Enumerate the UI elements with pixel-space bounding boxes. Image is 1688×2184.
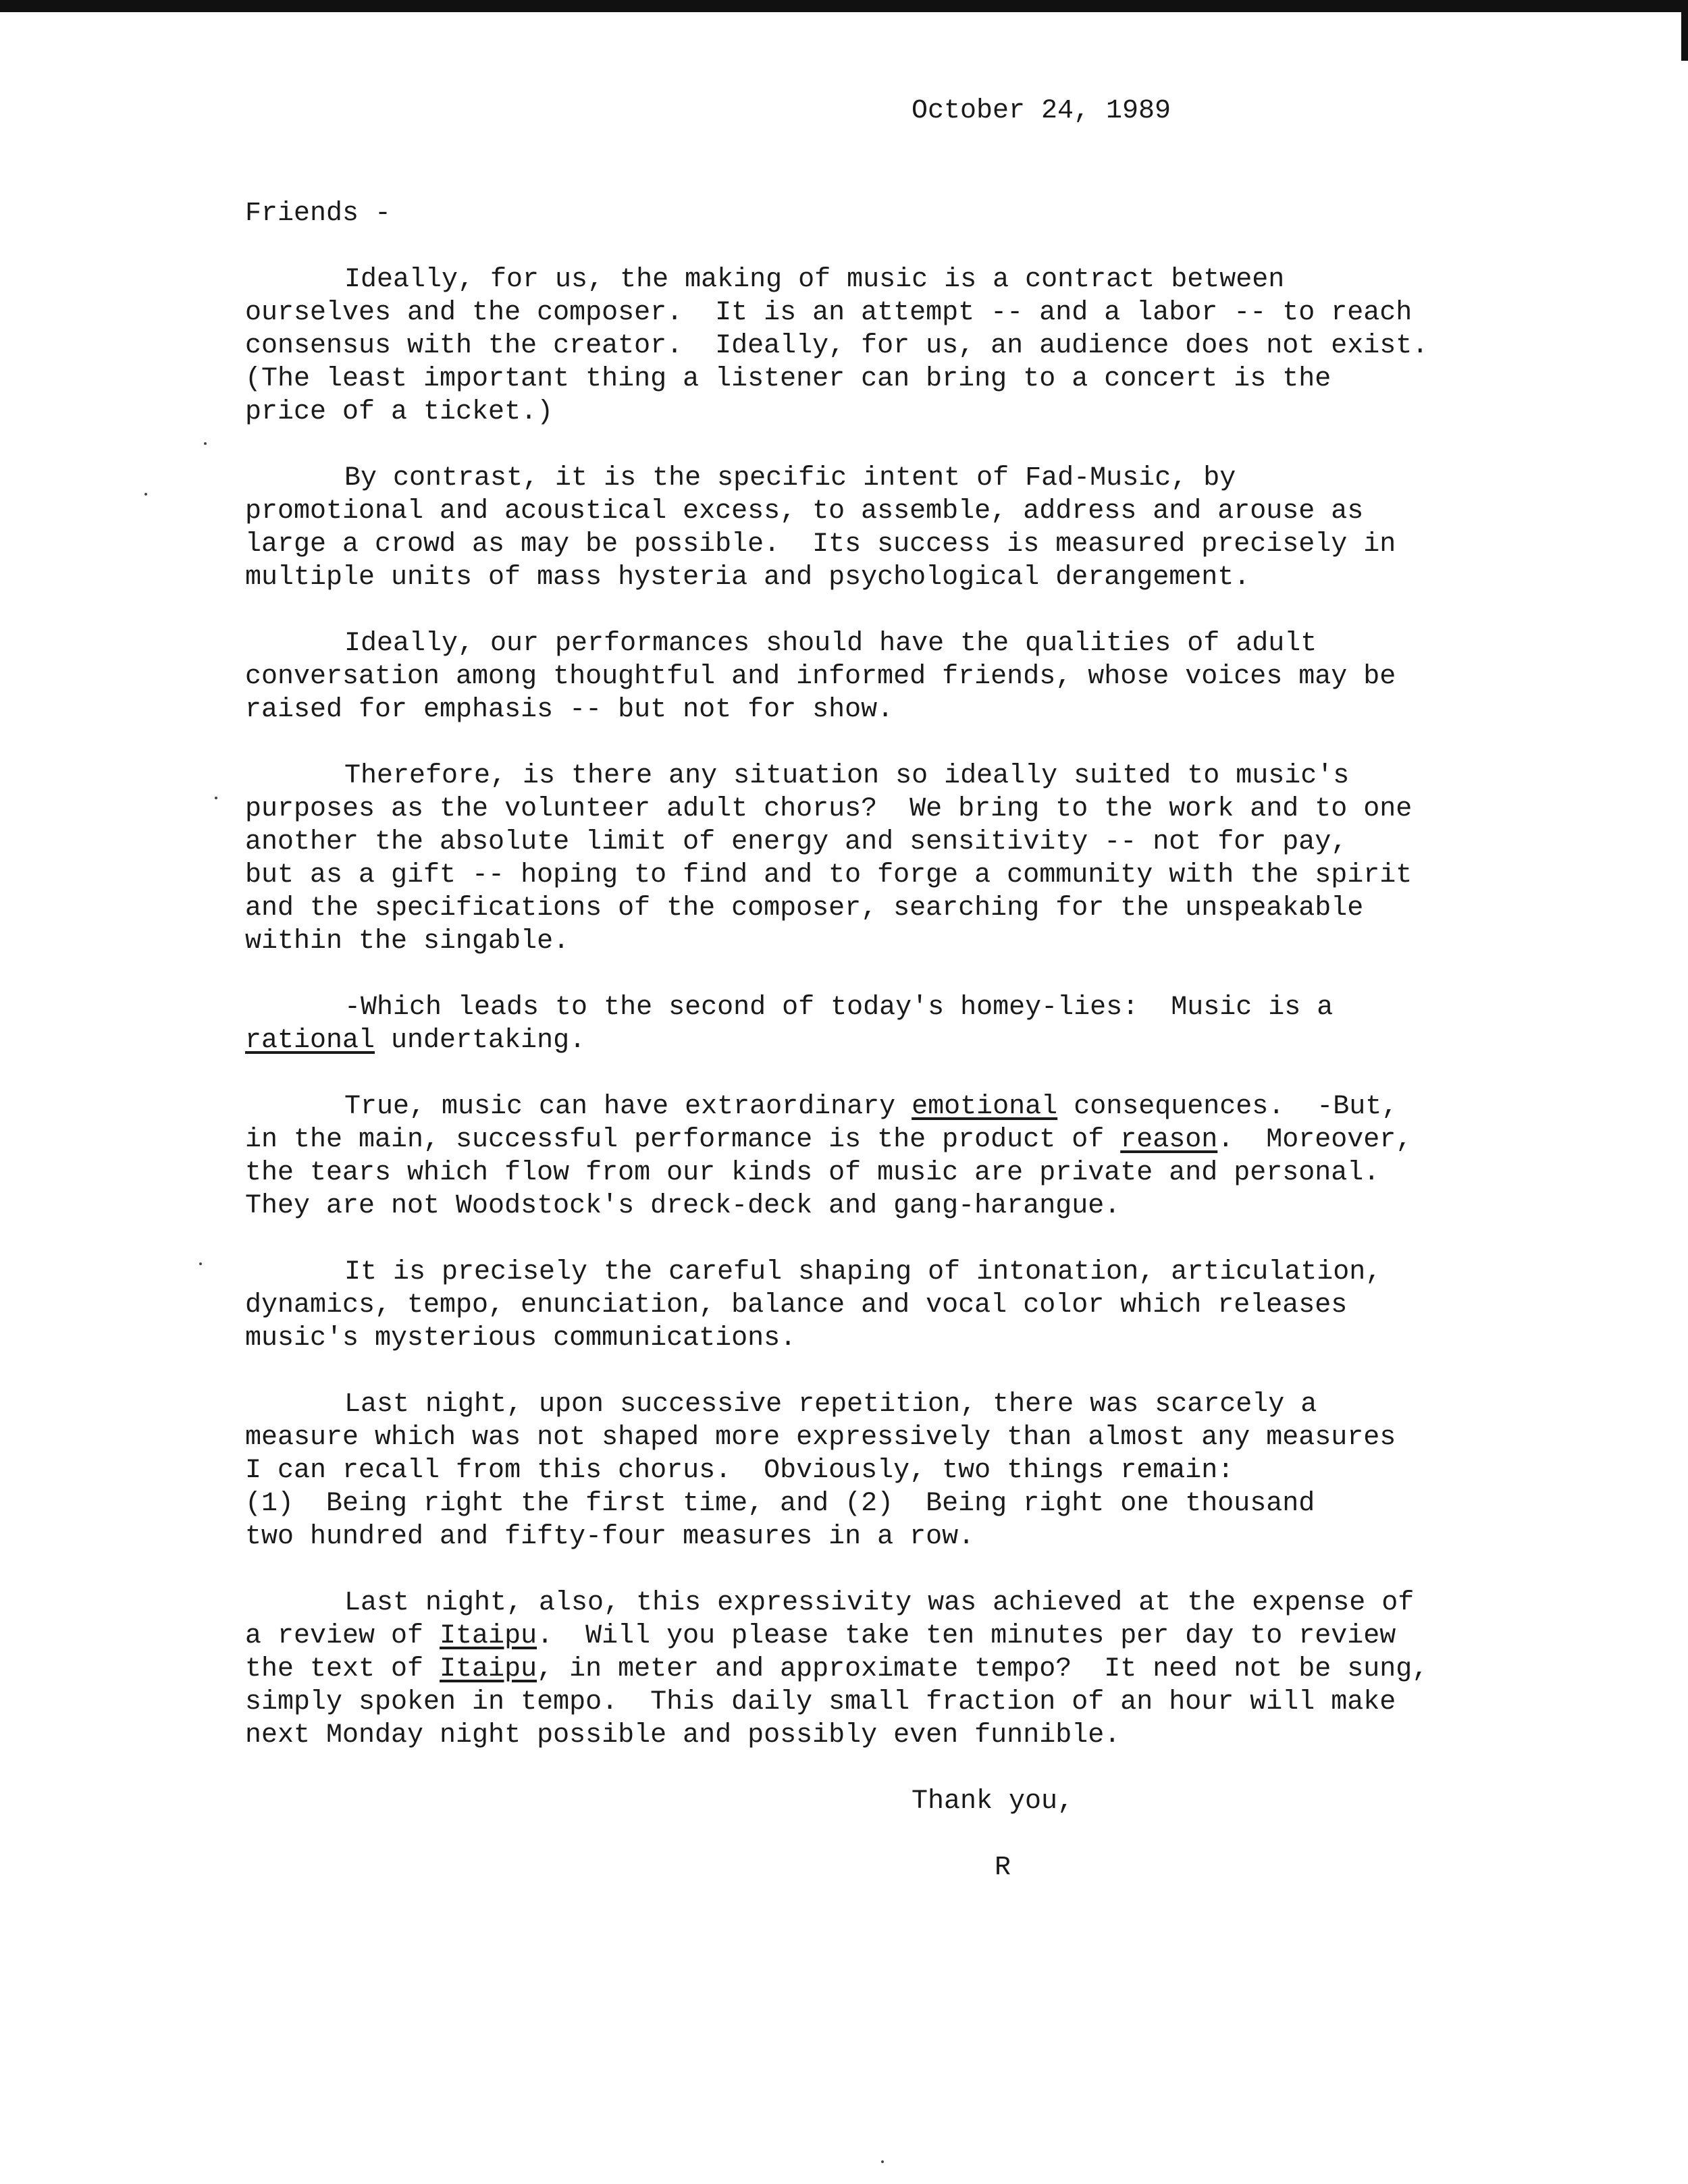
text-fragment: . Will you please take ten minutes per day to review: [537, 1621, 1396, 1651]
text-line: price of a ticket.): [245, 397, 554, 427]
paragraph-5: [245, 991, 1481, 1057]
text-fragment: . Moreover,: [1217, 1125, 1413, 1155]
signature: R: [995, 1853, 1011, 1883]
text-line: raised for emphasis -- but not for show.: [245, 695, 894, 725]
text-line: Last night, also, this expressivity was achieved at the expense of: [344, 1588, 1415, 1618]
text-fragment: a review of: [245, 1621, 440, 1651]
scan-speck: [204, 442, 207, 445]
text-line: measure which was not shaped more expressively than almost any measures: [245, 1422, 1396, 1453]
paragraph-3: [245, 627, 1481, 726]
salutation: Friends -: [245, 198, 392, 229]
text-line: Ideally, for us, the making of music is a contract between: [344, 265, 1285, 295]
text-line: promotional and acoustical excess, to assemble, address and arouse as: [245, 496, 1364, 527]
text-line: within the singable.: [245, 926, 570, 957]
scan-top-border: [0, 0, 1688, 12]
text-line: [245, 1024, 1481, 1057]
text-line: By contrast, it is the specific intent of Fad-Music, by: [344, 463, 1236, 494]
text-line: and the specifications of the composer, searching for the unspeakable: [245, 893, 1364, 924]
letter-body: [245, 95, 1481, 1884]
underlined-word: rational: [245, 1026, 375, 1056]
text-fragment: the text of: [245, 1654, 440, 1684]
text-fragment: undertaking.: [375, 1026, 586, 1056]
text-fragment: in the main, successful performance is the product of: [245, 1125, 1121, 1155]
text-line: [245, 1653, 1481, 1686]
text-line: It is precisely the careful shaping of intonation, articulation,: [344, 1257, 1382, 1287]
text-line: simply spoken in tempo. This daily small fraction of an hour will make: [245, 1687, 1396, 1717]
text-fragment: True, music can have extraordinary: [344, 1092, 912, 1122]
underlined-word: emotional: [912, 1092, 1058, 1122]
text-line: two hundred and fifty-four measures in a row.: [245, 1522, 975, 1552]
text-line: I can recall from this chorus. Obviously, two things remain:: [245, 1456, 1234, 1486]
underlined-word: Itaipu: [440, 1621, 537, 1651]
text-line: next Monday night possible and possibly even funnible.: [245, 1720, 1121, 1751]
text-line: [245, 1090, 1481, 1123]
closing: Thank you,: [912, 1786, 1074, 1817]
text-line: but as a gift -- hoping to find and to forge a community with the spirit: [245, 860, 1413, 890]
text-line: Ideally, our performances should have the qualities of adult: [344, 629, 1317, 659]
paragraph-6: [245, 1090, 1481, 1223]
text-fragment: consequences. -But,: [1057, 1092, 1398, 1122]
text-line: [245, 1123, 1481, 1156]
text-line: consensus with the creator. Ideally, for us, an audience does not exist.: [245, 331, 1429, 361]
paragraph-4: [245, 760, 1481, 958]
text-line: Last night, upon successive repetition, there was scarcely a: [344, 1389, 1317, 1420]
text-line: (1) Being right the first time, and (2) Being right one thousand: [245, 1489, 1315, 1519]
letter-date: October 24, 1989: [912, 96, 1171, 126]
text-line: They are not Woodstock's dreck-deck and gang-harangue.: [245, 1191, 1121, 1221]
text-line: conversation among thoughtful and informed friends, whose voices may be: [245, 662, 1396, 692]
scan-speck: [144, 493, 147, 496]
paragraph-7: [245, 1256, 1481, 1355]
text-line: another the absolute limit of energy and sensitivity -- not for pay,: [245, 827, 1348, 857]
text-line: purposes as the volunteer adult chorus? We bring to the work and to one: [245, 794, 1413, 824]
underlined-word: reason: [1120, 1125, 1218, 1155]
text-line: large a crowd as may be possible. Its success is measured precisely in: [245, 529, 1396, 560]
paragraph-1: [245, 263, 1481, 429]
scan-speck: [215, 797, 217, 799]
paragraph-2: [245, 462, 1481, 594]
underlined-word: Itaipu: [440, 1654, 537, 1684]
text-line: dynamics, tempo, enunciation, balance and vocal color which releases: [245, 1290, 1348, 1321]
text-line: (The least important thing a listener can bring to a concert is the: [245, 364, 1331, 394]
text-line: music's mysterious communications.: [245, 1323, 797, 1354]
paragraph-9: [245, 1587, 1481, 1752]
text-line: [245, 1620, 1481, 1653]
scan-speck: [199, 1262, 202, 1265]
text-line: Therefore, is there any situation so ideally suited to music's: [344, 761, 1350, 791]
scan-speck: [881, 2160, 884, 2163]
text-line: multiple units of mass hysteria and psychological derangement.: [245, 562, 1250, 593]
scan-edge-mark: [1681, 0, 1688, 61]
paragraph-8: [245, 1388, 1481, 1553]
text-fragment: , in meter and approximate tempo? It need not be sung,: [537, 1654, 1429, 1684]
text-line: -Which leads to the second of today's homey-lies: Music is a: [344, 992, 1334, 1023]
text-line: ourselves and the composer. It is an attempt -- and a labor -- to reach: [245, 298, 1413, 328]
text-line: the tears which flow from our kinds of music are private and personal.: [245, 1158, 1380, 1188]
